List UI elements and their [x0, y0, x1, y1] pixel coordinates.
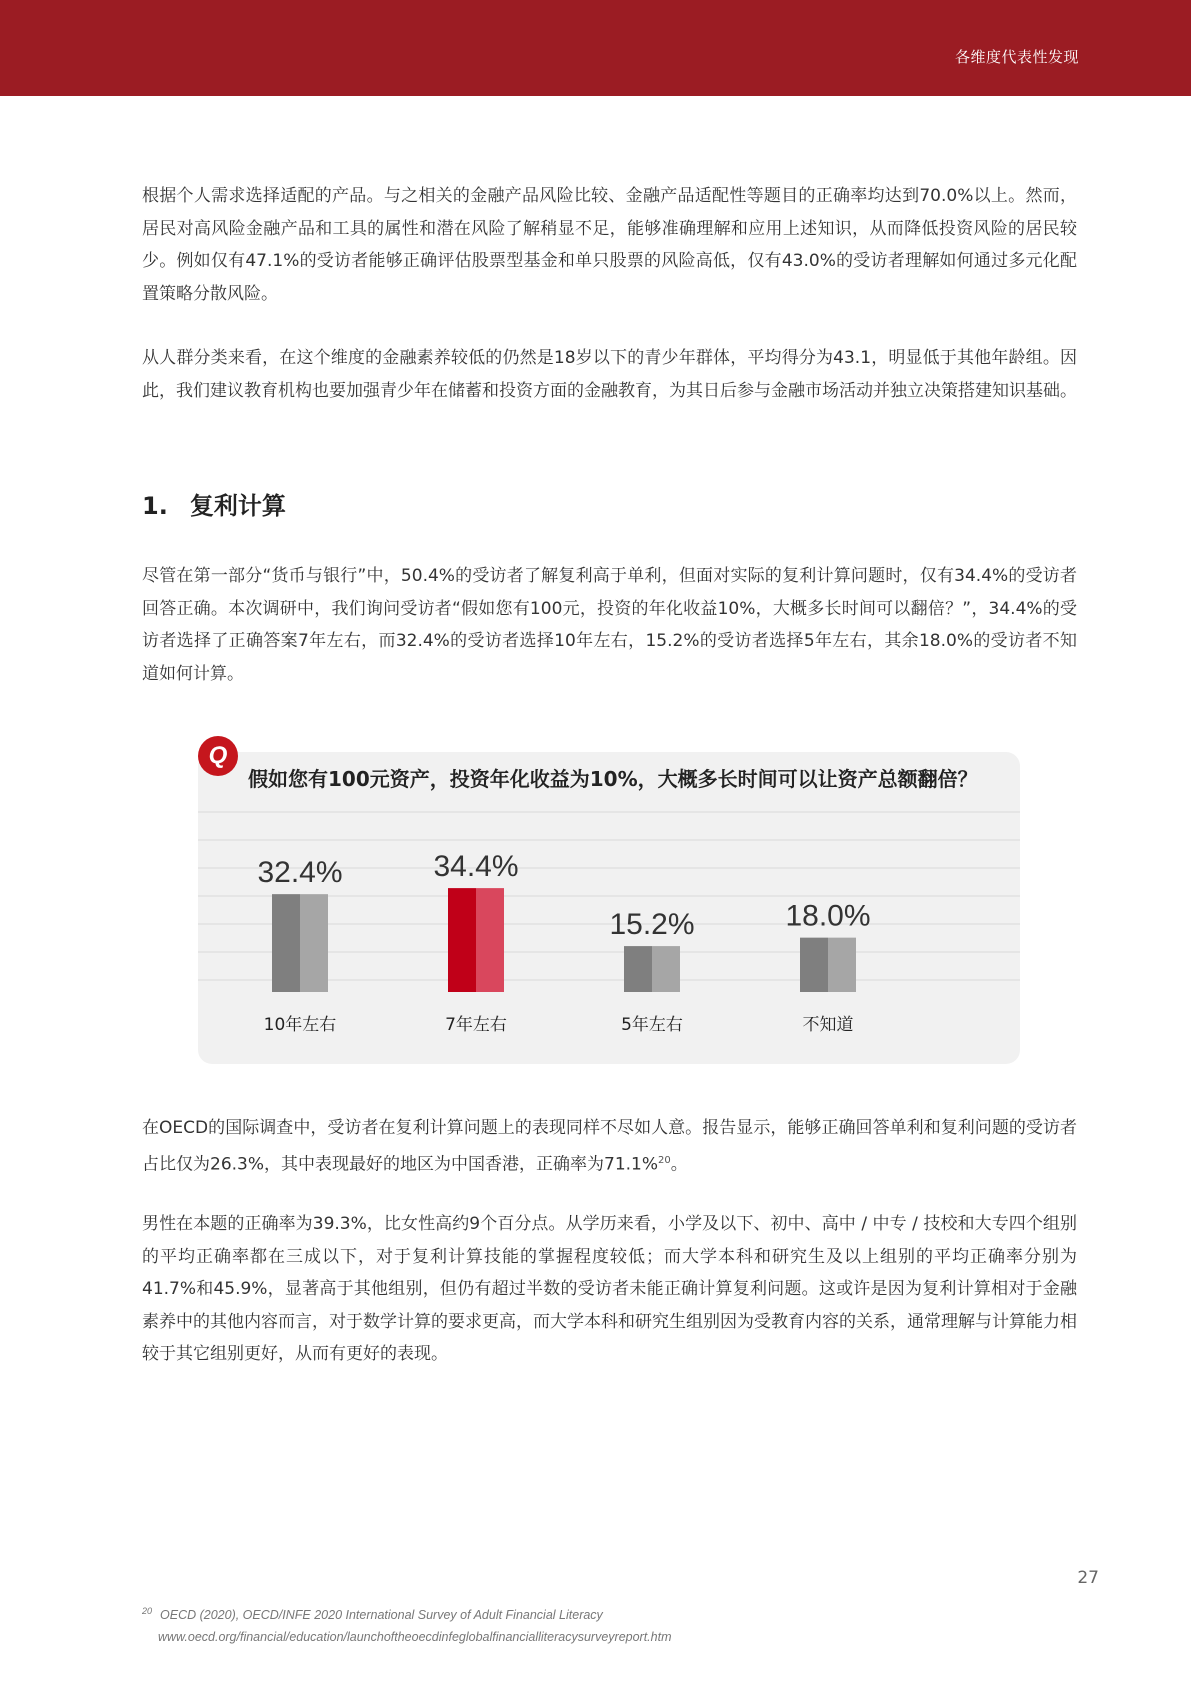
paragraph-5: 男性在本题的正确率为39.3%，比女性高约9个百分点。从学历来看，小学及以下、初中、高中 / 中专 / 技校和大专四个组别的平均正确率都在三成以下，对于复利计算技能的掌握程度较低；而大学本科和研究生及以上组别的平均正确率分别为41.7%和45.9%，显著高于其他组别，但仍有超过半数的受访者未能正确计算复利问题。这或许是因为复利计算相对于金融素养中的其他内容而言，对于数学计算的要求更高，而大学本科和研究生组别因为受教育内容的关系，通常理解与计算能力相较于其它组别更好，从而有更好的表现。 [142, 1214, 1077, 1364]
answer-bar-chart [198, 752, 1020, 1064]
chart-bar [272, 894, 328, 992]
paragraph-4-end: 。 [670, 1154, 688, 1175]
chart-bar-left-half [448, 888, 476, 992]
header-title: 各维度代表性发现 [954, 48, 1079, 66]
chart-value-label: 18.0% [785, 899, 871, 933]
chart-bar [800, 938, 856, 992]
chart-bar-right-half [652, 946, 680, 992]
chart-category-label: 7年左右 [445, 1015, 507, 1035]
chart-category-label: 不知道 [802, 1015, 854, 1035]
chart-category-labels [264, 1014, 854, 1035]
chart-bar-left-half [272, 894, 300, 992]
footnote-reference: 20 [658, 1154, 671, 1166]
chart-bar-right-half [828, 938, 856, 992]
chart-category-label: 10年左右 [263, 1015, 337, 1035]
chart-category-label: 5年左右 [621, 1015, 683, 1035]
chart-value-label: 34.4% [433, 850, 519, 884]
section-number: 1. [142, 492, 168, 520]
chart-bar-left-half [624, 946, 652, 992]
paragraph-2: 从人群分类来看，在这个维度的金融素养较低的仍然是18岁以下的青少年群体，平均得分为43.1，明显低于其他年龄组。因此，我们建议教育机构也要加强青少年在储蓄和投资方面的金融教育，为其日后参与金融市场活动并独立决策搭建知识基础。 [142, 348, 1077, 401]
question-badge-icon: Q [198, 736, 238, 776]
header-bar [0, 0, 1191, 96]
page-number: 27 [1077, 1568, 1099, 1588]
footnote-url: www.oecd.org/financial/education/launchoftheoecdinfeglobalfinancialliteracysurveyreport.htm [158, 1630, 672, 1645]
section-heading [142, 486, 286, 521]
paragraph-1: 根据个人需求选择适配的产品。与之相关的金融产品风险比较、金融产品适配性等题目的正确率均达到70.0%以上。然而，居民对高风险金融产品和工具的属性和潜在风险了解稍显不足，能够准确理解和应用上述知识，从而降低投资风险的居民较少。例如仅有47.1%的受访者能够正确评估股票型基金和单只股票的风险高低，仅有43.0%的受访者理解如何通过多元化配置策略分散风险。 [142, 186, 1077, 304]
footnote [142, 1600, 672, 1648]
chart-value-label: 15.2% [609, 908, 695, 942]
chart-bar [624, 946, 680, 992]
footnote-mark: 20 [142, 1606, 153, 1616]
section-title: 复利计算 [189, 492, 286, 520]
paragraph-4 [142, 1112, 1077, 1181]
chart-value-label: 32.4% [257, 856, 343, 890]
chart-bar-left-half [800, 938, 828, 992]
chart-bar [448, 888, 504, 992]
quiz-question: 假如您有100元资产，投资年化收益为10%，大概多长时间可以让资产总额翻倍？ [248, 767, 978, 791]
chart-bars [272, 888, 856, 992]
footnote-citation: OECD (2020), OECD/INFE 2020 International Survey of Adult Financial Literacy [160, 1608, 603, 1623]
paragraph-3: 尽管在第一部分“货币与银行”中，50.4%的受访者了解复利高于单利，但面对实际的复利计算问题时，仅有34.4%的受访者回答正确。本次调研中，我们询问受访者“假如您有100元，投资的年化收益10%，大概多长时间可以翻倍？”，34.4%的受访者选择了正确答案7年左右，而32.4%的受访者选择10年左右，15.2%的受访者选择5年左右，其余18.0%的受访者不知道如何计算。 [142, 566, 1077, 684]
chart-bar-right-half [300, 894, 328, 992]
chart-bar-right-half [476, 888, 504, 992]
paragraph-4-text: 在OECD的国际调查中，受访者在复利计算问题上的表现同样不尽如人意。报告显示，能够正确回答单利和复利问题的受访者占比仅为26.3%，其中表现最好的地区为中国香港，正确率为71.1% [142, 1118, 1077, 1175]
